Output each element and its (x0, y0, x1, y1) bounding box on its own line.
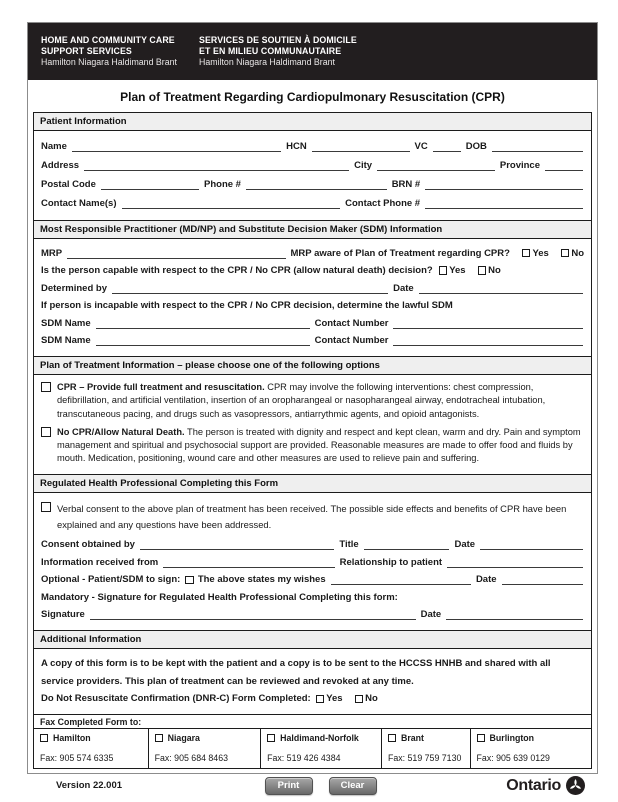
fax-locations-table (33, 728, 592, 769)
wishes-date-label: Date (475, 574, 497, 586)
signature-label: Signature (41, 609, 85, 621)
org-fr-line3: Hamilton Niagara Haldimand Brant (199, 57, 335, 68)
determined-date-label: Date (393, 282, 414, 294)
signature-field[interactable] (90, 609, 416, 620)
sdm-name-2-field[interactable] (96, 335, 310, 346)
mrp-label: MRP (41, 247, 63, 259)
signature-date-field[interactable] (446, 609, 583, 620)
phone-field[interactable] (246, 179, 387, 190)
contact-names-field[interactable] (122, 198, 341, 209)
capable-question: Is the person capable with respect to the CPR / No CPR (allow natural death) decision? (41, 265, 433, 276)
haldimand-norfolk-label: Haldimand-Norfolk (280, 732, 359, 743)
section-patient-information (33, 112, 592, 222)
version-text: Version 22.001 (56, 780, 123, 792)
mandatory-signature-note: Mandatory - Signature for Regulated Health Professional Completing this form: (41, 591, 398, 603)
yes-label: Yes (532, 247, 549, 259)
sdm-name-1-label: SDM Name (41, 317, 91, 329)
cpr-form-document (27, 22, 598, 794)
dnr-yes-checkbox[interactable] (316, 695, 325, 704)
fax-cell-niagara (148, 729, 261, 768)
no-cpr-option-checkbox[interactable] (41, 427, 51, 437)
no-label: No (571, 247, 584, 259)
additional-section-heading: Additional Information (34, 631, 591, 649)
burlington-checkbox[interactable] (477, 734, 485, 742)
wishes-checkbox[interactable] (185, 576, 194, 585)
province-field[interactable] (545, 160, 583, 171)
sdm-contact-1-label: Contact Number (314, 317, 389, 329)
wishes-signature-field[interactable] (331, 574, 471, 585)
fax-cell-haldimand-norfolk (260, 729, 381, 768)
org-en-line1: HOME AND COMMUNITY CARE (41, 34, 175, 45)
brn-label: BRN # (391, 179, 421, 190)
determined-date-field[interactable] (419, 283, 583, 294)
brant-checkbox[interactable] (388, 734, 396, 742)
no-label: No (488, 265, 501, 276)
fax-heading: Fax Completed Form to: (33, 714, 592, 729)
determined-by-field[interactable] (112, 283, 388, 294)
signature-date-label: Date (420, 609, 442, 621)
relationship-to-patient-field[interactable] (447, 557, 583, 568)
section-mrp-sdm (33, 220, 592, 358)
hamilton-label: Hamilton (53, 732, 91, 743)
ontario-logo (377, 776, 586, 795)
section-regulated-health-professional (33, 474, 592, 632)
consent-obtained-by-label: Consent obtained by (41, 539, 135, 551)
form-footer (28, 769, 597, 797)
dob-label: DOB (465, 141, 487, 152)
haldimand-norfolk-checkbox[interactable] (267, 734, 275, 742)
name-field[interactable] (72, 141, 281, 152)
niagara-fax-number: Fax: 905 684 8463 (154, 752, 228, 763)
contact-phone-label: Contact Phone # (345, 198, 421, 209)
information-received-from-field[interactable] (163, 557, 334, 568)
phone-label: Phone # (204, 179, 241, 190)
name-label: Name (41, 141, 67, 152)
cpr-option-lead: CPR – Provide full treatment and resuscitation. (57, 382, 265, 392)
print-button[interactable]: Print (265, 777, 313, 795)
brant-label: Brant (400, 732, 424, 743)
consent-title-field[interactable] (364, 539, 450, 550)
org-en-line3: Hamilton Niagara Haldimand Brant (41, 57, 177, 68)
capable-yes-checkbox[interactable] (439, 266, 448, 275)
dnr-confirmation-label: Do Not Resuscitate Confirmation (DNR-C) Form Completed: (41, 693, 311, 705)
address-label: Address (41, 160, 80, 171)
verbal-consent-row (41, 501, 584, 533)
niagara-label: Niagara (167, 732, 200, 743)
mrp-aware-no-checkbox[interactable] (561, 249, 570, 258)
vc-field[interactable] (433, 141, 461, 152)
section-additional-information (33, 630, 592, 716)
org-header-banner (28, 23, 597, 80)
wishes-date-field[interactable] (502, 574, 583, 585)
plan-section-heading: Plan of Treatment Information – please choose one of the following options (34, 357, 591, 375)
ontario-wordmark: Ontario (506, 776, 561, 794)
hamilton-fax-number: Fax: 905 574 6335 (40, 752, 114, 763)
burlington-fax-number: Fax: 905 639 0129 (476, 752, 550, 763)
hamilton-checkbox[interactable] (40, 734, 48, 742)
consent-obtained-by-field[interactable] (140, 539, 334, 550)
fax-cell-brant (381, 729, 470, 768)
optional-sign-label: Optional - Patient/SDM to sign: (41, 574, 181, 586)
no-label: No (365, 693, 378, 705)
dob-field[interactable] (492, 141, 583, 152)
hcn-field[interactable] (312, 141, 410, 152)
cpr-option-description: CPR may involve the following interventions: chest compression, defibrillation, and artificial ventilation, insertion of an oropharangeal or nasopharangeal airway, endotracheal intubation, transcutaneous pacing, and drugs such as vasopressors, antiarrythmic agents, and opioid antagonists. (57, 382, 546, 419)
copy-distribution-note: A copy of this form is to be kept with the patient and a copy is to be sent to the HCCSS HNHB and shared with all service providers. This plan of treatment can be reviewed and revoked at any time. (41, 658, 551, 688)
consent-date-field[interactable] (480, 539, 583, 550)
mrp-aware-yes-checkbox[interactable] (522, 249, 531, 258)
form-title: Plan of Treatment Regarding Cardiopulmonary Resuscitation (CPR) (120, 90, 505, 104)
city-field[interactable] (377, 160, 495, 171)
brn-field[interactable] (425, 179, 583, 190)
contact-names-label: Contact Name(s) (41, 198, 117, 209)
sdm-contact-2-field[interactable] (393, 335, 583, 346)
incapable-note: If person is incapable with respect to the CPR / No CPR decision, determine the lawful SDM (41, 300, 453, 311)
option-cpr (41, 381, 584, 421)
org-fr-line1: SERVICES DE SOUTIEN À DOMICILE (199, 34, 357, 45)
hcn-label: HCN (286, 141, 307, 152)
haldimand-norfolk-fax-number: Fax: 519 426 4384 (267, 752, 341, 763)
rhp-section-heading: Regulated Health Professional Completing this Form (34, 475, 591, 493)
contact-phone-field[interactable] (425, 198, 583, 209)
sdm-name-1-field[interactable] (96, 318, 310, 329)
consent-title-label: Title (339, 539, 359, 551)
dnr-no-checkbox[interactable] (355, 695, 364, 704)
yes-label: Yes (449, 265, 466, 276)
determined-by-label: Determined by (41, 282, 107, 294)
relationship-to-patient-label: Relationship to patient (339, 556, 443, 568)
information-received-from-label: Information received from (41, 556, 159, 568)
fax-cell-burlington (470, 729, 591, 768)
postal-code-field[interactable] (101, 179, 199, 190)
section-plan-of-treatment (33, 356, 592, 476)
wishes-label: The above states my wishes (197, 574, 326, 586)
mrp-aware-question: MRP aware of Plan of Treatment regarding CPR? (290, 247, 510, 259)
consent-date-label: Date (454, 539, 476, 551)
option-no-cpr (41, 426, 584, 466)
sdm-contact-2-label: Contact Number (314, 335, 389, 346)
cpr-option-checkbox[interactable] (41, 382, 51, 392)
vc-label: VC (414, 141, 428, 152)
postal-code-label: Postal Code (41, 179, 96, 190)
mrp-section-heading: Most Responsible Practitioner (MD/NP) and Substitute Decision Maker (SDM) Information (34, 221, 591, 239)
verbal-consent-text: Verbal consent to the above plan of treatment has been received. The possible side effects and benefits of CPR have been explained and any questions have been addressed. (57, 503, 567, 530)
brant-fax-number: Fax: 519 759 7130 (387, 752, 462, 763)
address-field[interactable] (84, 160, 349, 171)
form-body (33, 112, 592, 769)
sdm-contact-1-field[interactable] (393, 318, 583, 329)
no-cpr-option-lead: No CPR/Allow Natural Death. (57, 426, 185, 437)
org-en-line2: SUPPORT SERVICES (41, 45, 132, 56)
city-label: City (354, 160, 373, 171)
fax-cell-hamilton (34, 729, 148, 768)
org-name-french (199, 35, 357, 69)
org-name-english (41, 35, 199, 69)
capable-no-checkbox[interactable] (478, 266, 487, 275)
niagara-checkbox[interactable] (155, 734, 163, 742)
mrp-field[interactable] (67, 248, 285, 259)
clear-button[interactable]: Clear (329, 777, 377, 795)
verbal-consent-checkbox[interactable] (41, 502, 51, 512)
no-cpr-option-description: The person is treated with dignity and respect and kept clean, warm and dry. Pain and symptom management and spiritual and psychosocial support are provided. Reasonable measures are made to offer food and fluids by mouth. Medication, positioning, wound care and other measures are used to relieve pain and suffering. (57, 426, 581, 464)
patient-section-heading: Patient Information (34, 113, 591, 131)
yes-label: Yes (326, 693, 343, 705)
province-label: Province (499, 160, 540, 171)
ontario-trillium-icon (566, 776, 585, 795)
org-fr-line2: ET EN MILIEU COMMUNAUTAIRE (199, 45, 342, 56)
burlington-label: Burlington (489, 732, 535, 743)
sdm-name-2-label: SDM Name (41, 335, 91, 346)
